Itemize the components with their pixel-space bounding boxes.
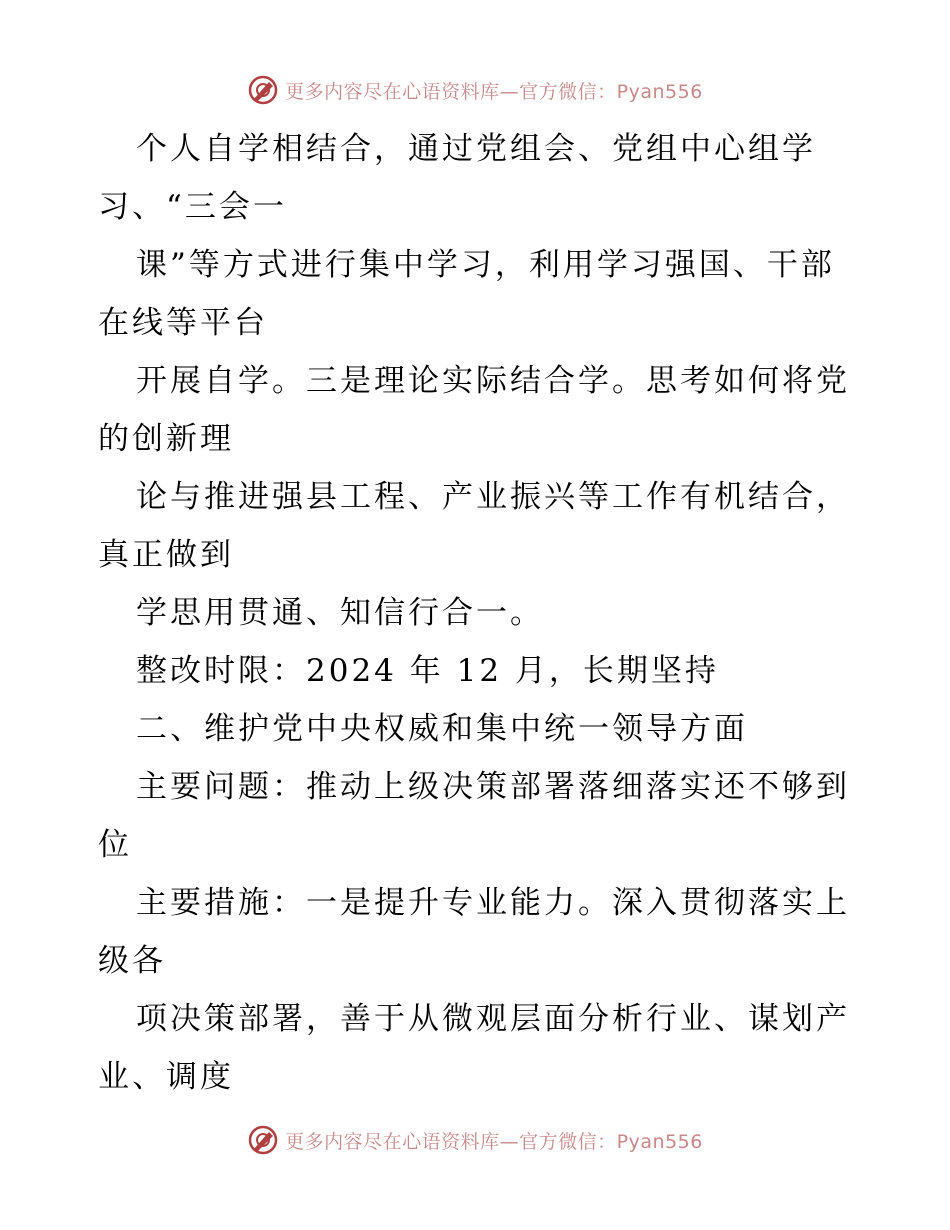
text-line: 习、“三会一 [98,189,287,225]
text-line: 课”等方式进行集中学习，利用学习强国、干部 [136,247,835,283]
text-line: 的创新理 [98,421,234,457]
text-line: 个人自学相结合，通过党组会、党组中心组学 [136,131,816,167]
text-line: 开展自学。三是理论实际结合学。思考如何将党 [136,363,850,399]
text-line: 位 [98,827,132,863]
pen-logo-icon [247,74,279,106]
header-watermark [0,72,950,108]
section-heading: 二、维护党中央权威和集中统一领导方面 [136,711,748,747]
document-body [98,120,858,1106]
text-line: 主要措施：一是提升专业能力。深入贯彻落实上 [136,885,850,921]
text-line: 级各 [98,943,166,979]
footer-watermark [0,1122,950,1158]
text-line: 学思用贯通、知信行合一。 [136,595,544,631]
text-line: 整改时限：2024 年 12 月，长期坚持 [136,653,719,689]
text-line: 业、调度 [98,1059,234,1095]
text-line: 在线等平台 [98,305,268,341]
watermark-text: 更多内容尽在心语资料库—官方微信：Pyan556 [285,80,703,103]
watermark-text: 更多内容尽在心语资料库—官方微信：Pyan556 [285,1130,703,1153]
text-line: 论与推进强县工程、产业振兴等工作有机结合， [136,479,850,515]
pen-logo-icon [247,1124,279,1156]
text-line: 主要问题：推动上级决策部署落细落实还不够到 [136,769,850,805]
text-line: 真正做到 [98,537,234,573]
text-line: 项决策部署，善于从微观层面分析行业、谋划产 [136,1001,850,1037]
